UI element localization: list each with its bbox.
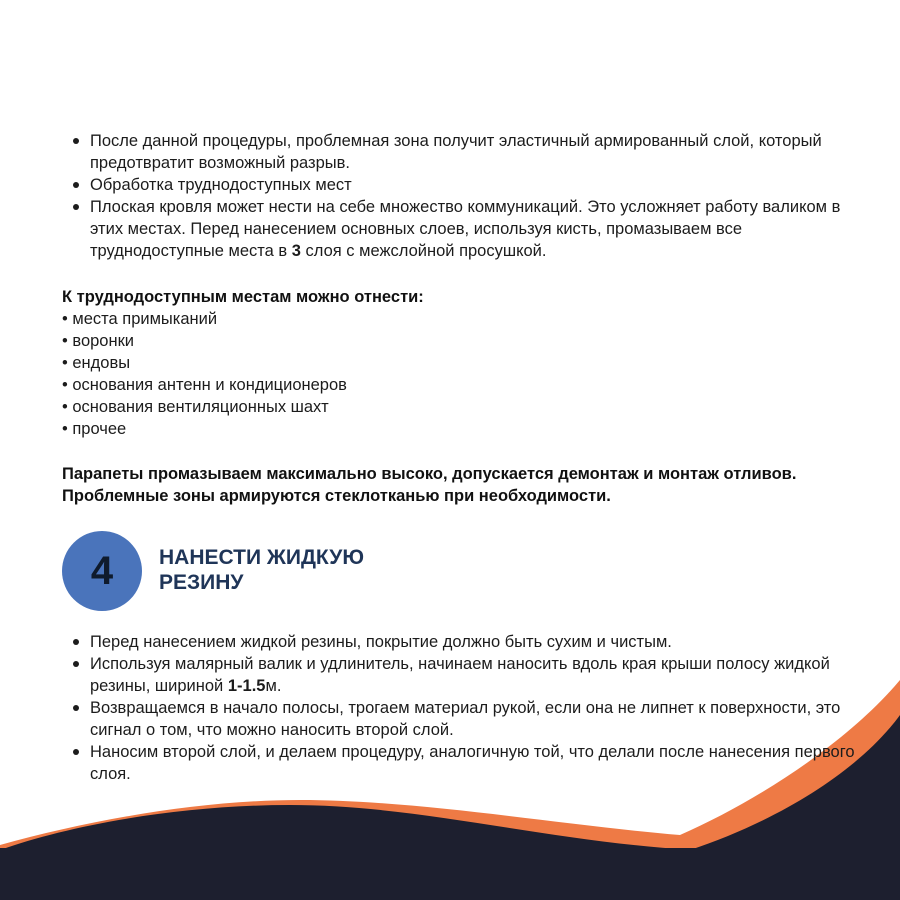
places-heading: К труднодоступным местам можно отнести: [62,288,424,306]
list-item-text: Плоская кровля может нести на себе множество коммуникаций. Это усложняет работу валиком в этих местах. Перед нанесением основных слоев, используя кисть, промазываем все труднодоступные места в [90,198,841,260]
list-item-text: слоя с межслойной просушкой. [300,242,547,260]
bullet-dot-icon [73,749,79,755]
list-item [62,631,872,653]
list-item: • места примыканий [62,310,218,328]
step-title [159,545,364,595]
list-item [62,653,872,697]
bullet-dot-icon [73,182,79,188]
list-item-text: Перед нанесением жидкой резины, покрытие должно быть сухим и чистым. [90,633,672,651]
list-item: • основания вентиляционных шахт [62,398,329,416]
list-item: • ендовы [62,354,131,372]
note-line: Проблемные зоны армируются стеклотканью при необходимости. [62,487,611,505]
list-item [62,697,872,741]
bullet-dot-icon [73,204,79,210]
procedure-list-bottom [62,631,872,785]
list-item-text: Возвращаемся в начало полосы, трогаем материал рукой, если она не липнет к поверхности, это сигнал о том, что можно наносить второй слой. [90,699,841,739]
list-item: • основания антенн и кондиционеров [62,376,347,394]
step-number-badge [62,531,142,611]
list-item: • прочее [62,420,127,438]
list-item-text: Наносим второй слой, и делаем процедуру, аналогичную той, что делали после нанесения первого слоя. [90,743,855,783]
bullet-dot-icon [73,705,79,711]
bullet-dot-icon [73,639,79,645]
dark-footer-band [0,848,900,900]
list-item [62,196,872,262]
list-item [62,174,872,196]
list-item [62,130,872,174]
step-title-line: РЕЗИНУ [159,571,244,594]
parapet-note [62,463,862,507]
step-number: 4 [90,548,114,593]
list-item [62,741,872,785]
step-title-line: НАНЕСТИ ЖИДКУЮ [159,546,364,569]
bullet-dot-icon [73,138,79,144]
layer-count: 3 [291,242,301,260]
list-item-text: Используя малярный валик и удлинитель, начинаем наносить вдоль края крыши полосу жидкой резины, шириной [90,655,830,695]
list-item: • воронки [62,332,135,350]
list-item-text: м. [265,677,282,695]
procedure-list-top [62,130,872,262]
note-line: Парапеты промазываем максимально высоко, допускается демонтаж и монтаж отливов. [62,465,797,483]
bullet-dot-icon [73,661,79,667]
strip-width: 1-1.5 [227,677,266,695]
places-list [62,308,347,440]
list-item-text: Обработка труднодоступных мест [90,176,352,194]
list-item-text: После данной процедуры, проблемная зона получит эластичный армированный слой, который предотвратит возможный разрыв. [90,132,822,172]
